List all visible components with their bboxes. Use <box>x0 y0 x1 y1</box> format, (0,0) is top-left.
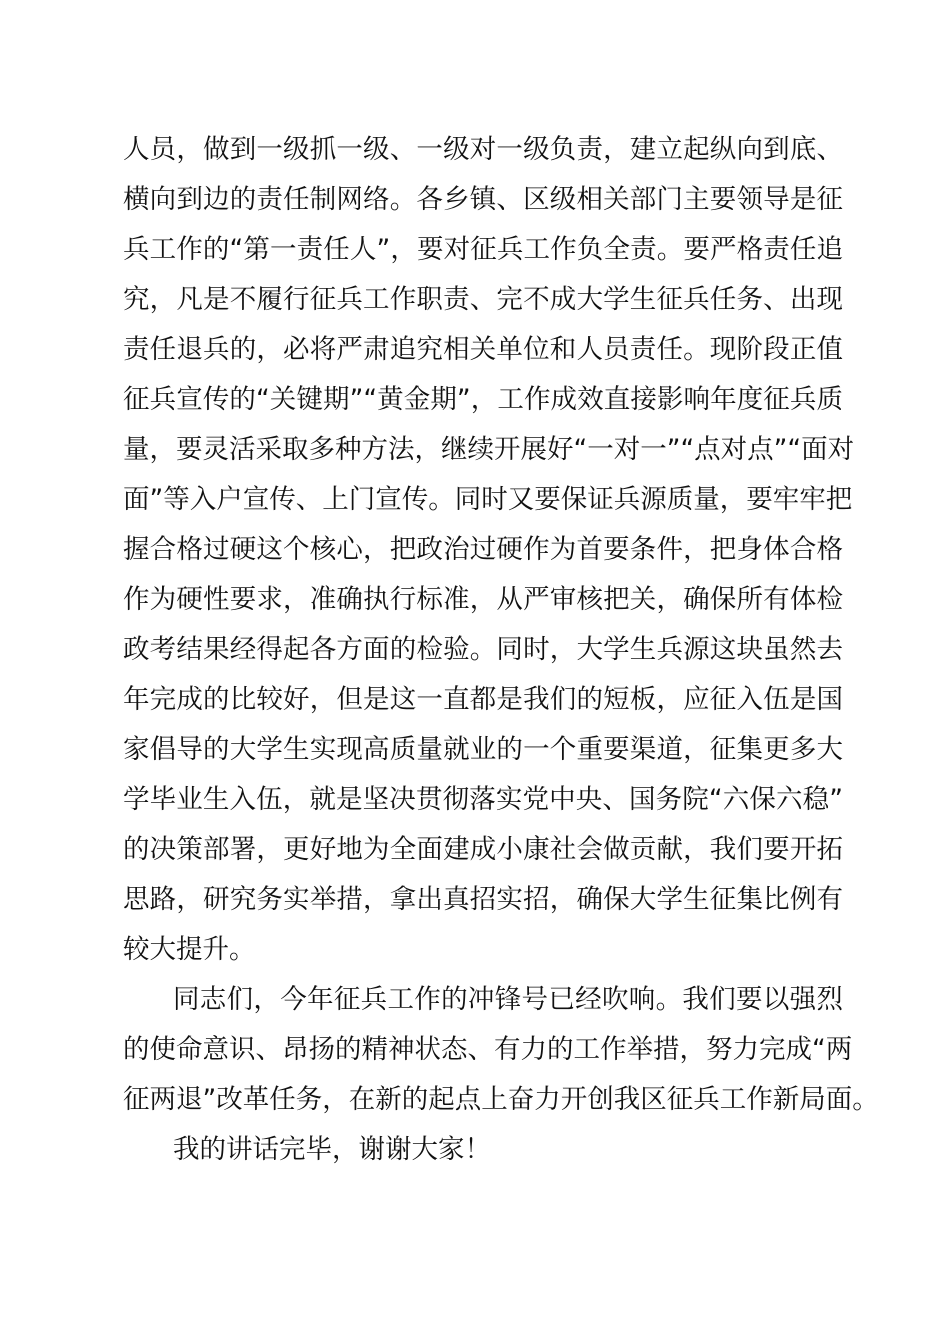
text-line-1: 人员，做到一级抓一级、一级对一级负责，建立起纵向到底、 <box>123 134 843 165</box>
text-line-2: 横向到边的责任制网络。各乡镇、区级相关部门主要领导是征 <box>123 184 843 215</box>
text-line-18: 同志们，今年征兵工作的冲锋号已经吹响。我们要以强烈 <box>173 984 843 1015</box>
text-line-10: 作为硬性要求，准确执行标准，从严审核把关，确保所有体检 <box>123 584 843 615</box>
text-line-19: 的使命意识、昂扬的精神状态、有力的工作举措，努力完成“两 <box>123 1034 853 1065</box>
text-line-13: 家倡导的大学生实现高质量就业的一个重要渠道，征集更多大 <box>123 734 843 765</box>
text-line-17: 较大提升。 <box>123 934 256 965</box>
text-line-6: 征兵宣传的“关键期”“黄金期”，工作成效直接影响年度征兵质 <box>123 384 843 415</box>
text-line-3: 兵工作的“第一责任人”，要对征兵工作负全责。要严格责任追 <box>123 234 843 265</box>
text-line-5: 责任退兵的，必将严肃追究相关单位和人员责任。现阶段正值 <box>123 334 843 365</box>
speech-body <box>123 125 879 1175</box>
text-line-11: 政考结果经得起各方面的检验。同时，大学生兵源这块虽然去 <box>123 634 843 665</box>
text-line-8: 面”等入户宣传、上门宣传。同时又要保证兵源质量，要牢牢把 <box>123 484 853 515</box>
text-line-7: 量，要灵活采取多种方法，继续开展好“一对一”“点对点”“面对 <box>123 434 855 465</box>
text-line-21: 我的讲话完毕，谢谢大家！ <box>173 1134 491 1165</box>
text-line-20: 征两退”改革任务，在新的起点上奋力开创我区征兵工作新局面。 <box>123 1084 879 1115</box>
text-line-16: 思路，研究务实举措，拿出真招实招，确保大学生征集比例有 <box>123 884 843 915</box>
text-line-9: 握合格过硬这个核心，把政治过硬作为首要条件，把身体合格 <box>123 534 843 565</box>
text-line-14: 学毕业生入伍，就是坚决贯彻落实党中央、国务院“六保六稳” <box>123 784 843 815</box>
text-line-4: 究，凡是不履行征兵工作职责、完不成大学生征兵任务、出现 <box>123 284 843 315</box>
text-line-12: 年完成的比较好，但是这一直都是我们的短板，应征入伍是国 <box>123 684 843 715</box>
text-line-15: 的决策部署，更好地为全面建成小康社会做贡献，我们要开拓 <box>123 834 843 865</box>
